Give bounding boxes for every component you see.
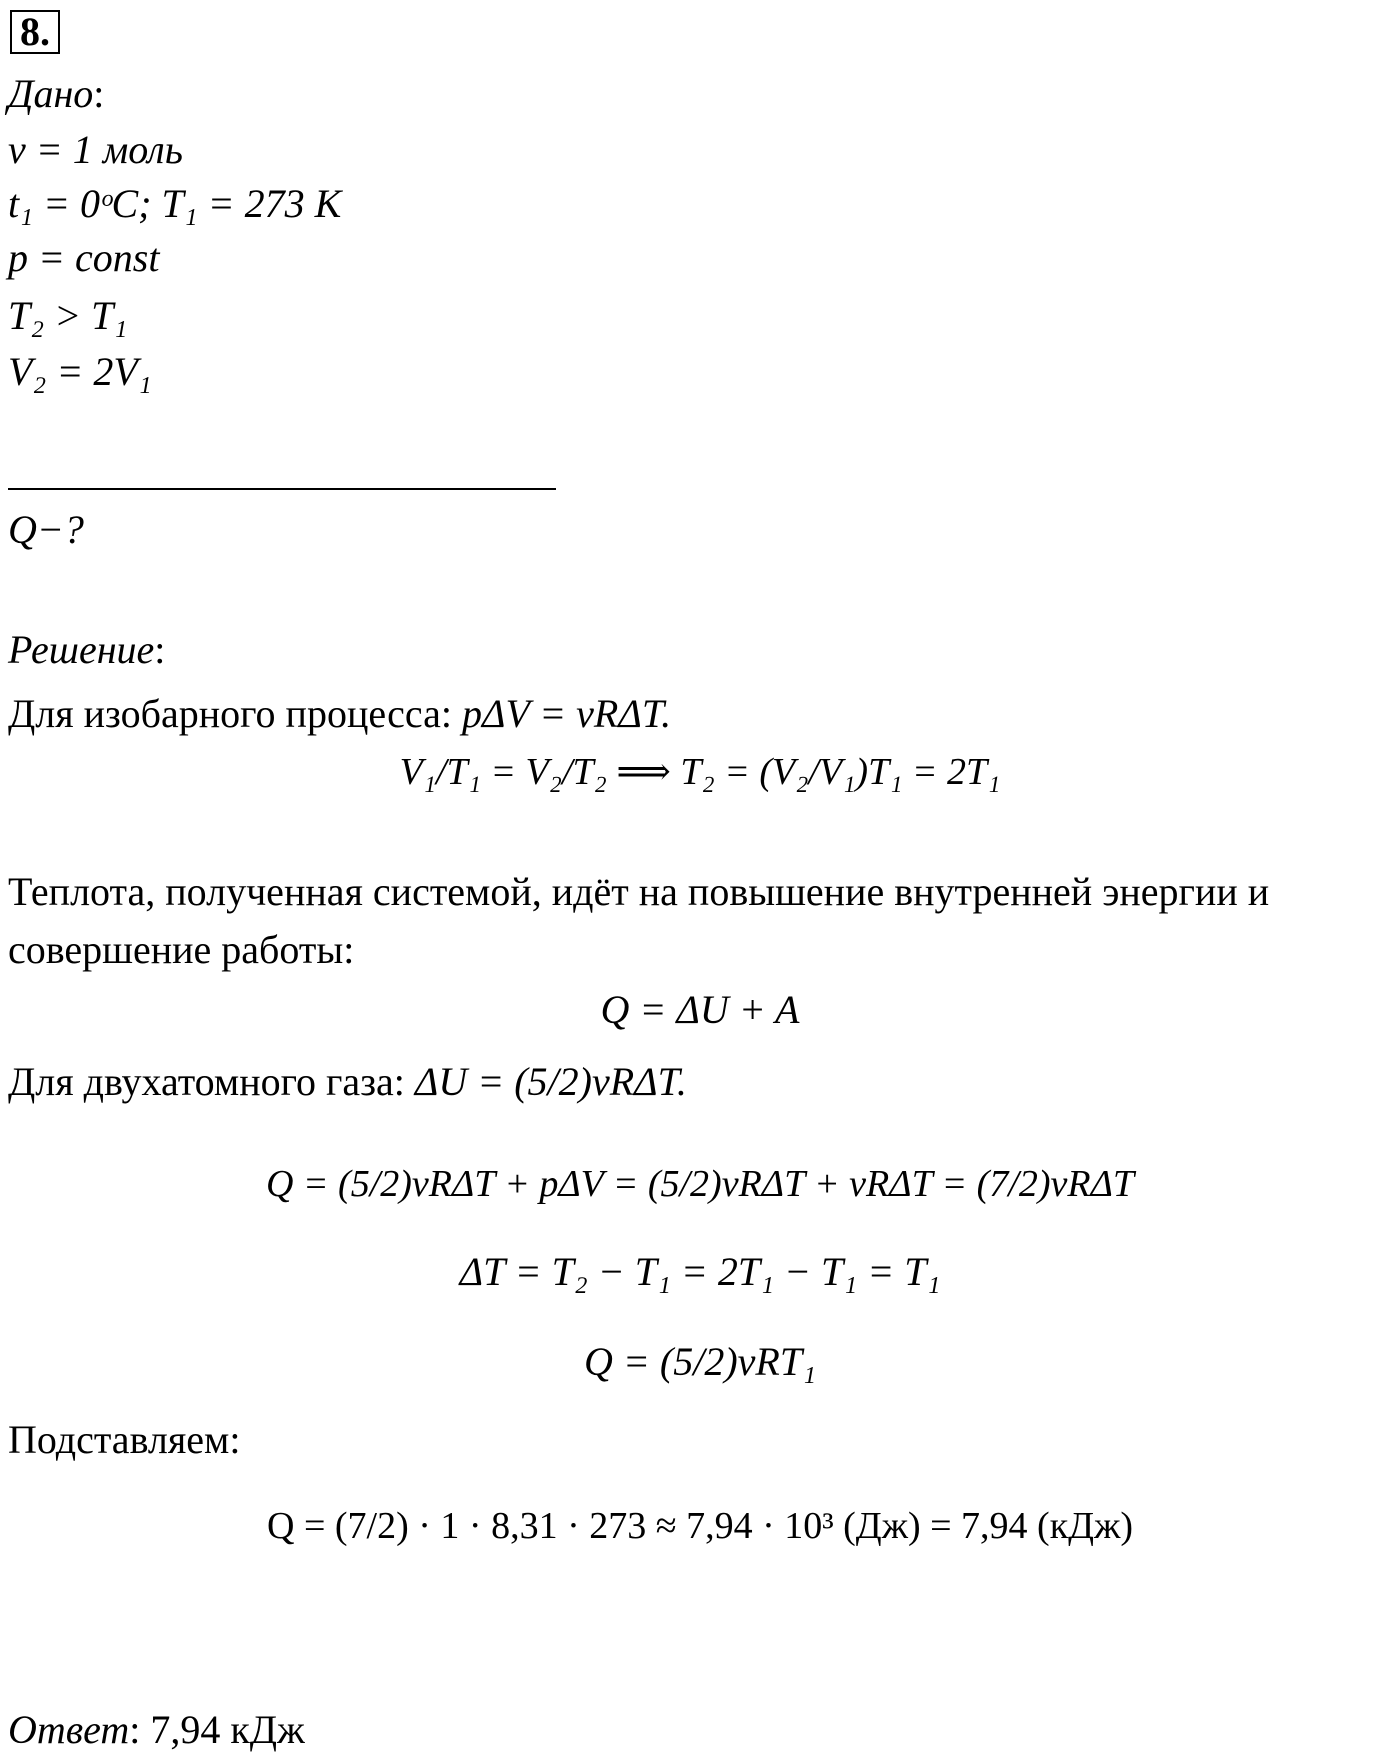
substitute-label: Подставляем: xyxy=(8,1417,241,1462)
problem-number-box xyxy=(10,10,60,54)
isobaric-intro: Для изобарного процесса: xyxy=(8,691,452,736)
find-line: Q−? xyxy=(8,507,84,552)
first-law-equation: Q = ΔU + A xyxy=(600,987,800,1032)
heat-text-line-1: Теплота, полученная системой, идёт на повышение внутренней энергии и xyxy=(8,869,1270,914)
given-divider xyxy=(8,488,556,490)
given-heading: Дано xyxy=(8,71,94,116)
q-simplified-equation: Q = (5/2)νRT₁ xyxy=(584,1339,816,1384)
solution-heading-line xyxy=(8,626,165,674)
delta-t-equation: ΔT = T₂ − T₁ = 2T₁ − T₁ = T₁ xyxy=(459,1249,941,1294)
final-calculation: Q = (7/2) · 1 · 8,31 · 273 ≈ 7,94 · 10³ (Дж) = 7,94 (кДж) xyxy=(267,1505,1133,1547)
given-line-3: p = const xyxy=(8,235,160,280)
answer-label: Ответ xyxy=(8,1707,130,1752)
answer-colon: : xyxy=(129,1707,141,1752)
diatomic-intro: Для двухатомного газа: xyxy=(8,1059,405,1104)
isobaric-equation: pΔV = νRΔT. xyxy=(461,691,672,736)
answer-value: 7,94 кДж xyxy=(150,1707,305,1752)
solution-colon: : xyxy=(154,627,166,672)
isobaric-line xyxy=(8,690,671,738)
diatomic-equation: ΔU = (5/2)νRΔT. xyxy=(414,1059,687,1104)
given-line-2: t₁ = 0ᵒC; T₁ = 273 K xyxy=(8,181,342,226)
given-heading-line xyxy=(8,70,104,118)
q-expanded-equation: Q = (5/2)νRΔT + pΔV = (5/2)νRΔT + νRΔT = (7/2)νRΔT xyxy=(265,1163,1135,1205)
given-colon: : xyxy=(93,71,105,116)
heat-text-line-2: совершение работы: xyxy=(8,927,355,972)
answer-line xyxy=(8,1706,305,1754)
given-line-1: ν = 1 моль xyxy=(8,127,183,172)
ratio-equation: V₁/T₁ = V₂/T₂ ⟹ T₂ = (V₂/V₁)T₁ = 2T₁ xyxy=(399,751,1001,793)
diatomic-line xyxy=(8,1058,687,1106)
problem-number: 8. xyxy=(20,9,50,54)
solution-heading: Решение xyxy=(8,627,155,672)
given-line-5: V₂ = 2V₁ xyxy=(8,349,152,394)
given-line-4: T₂ > T₁ xyxy=(8,293,128,338)
